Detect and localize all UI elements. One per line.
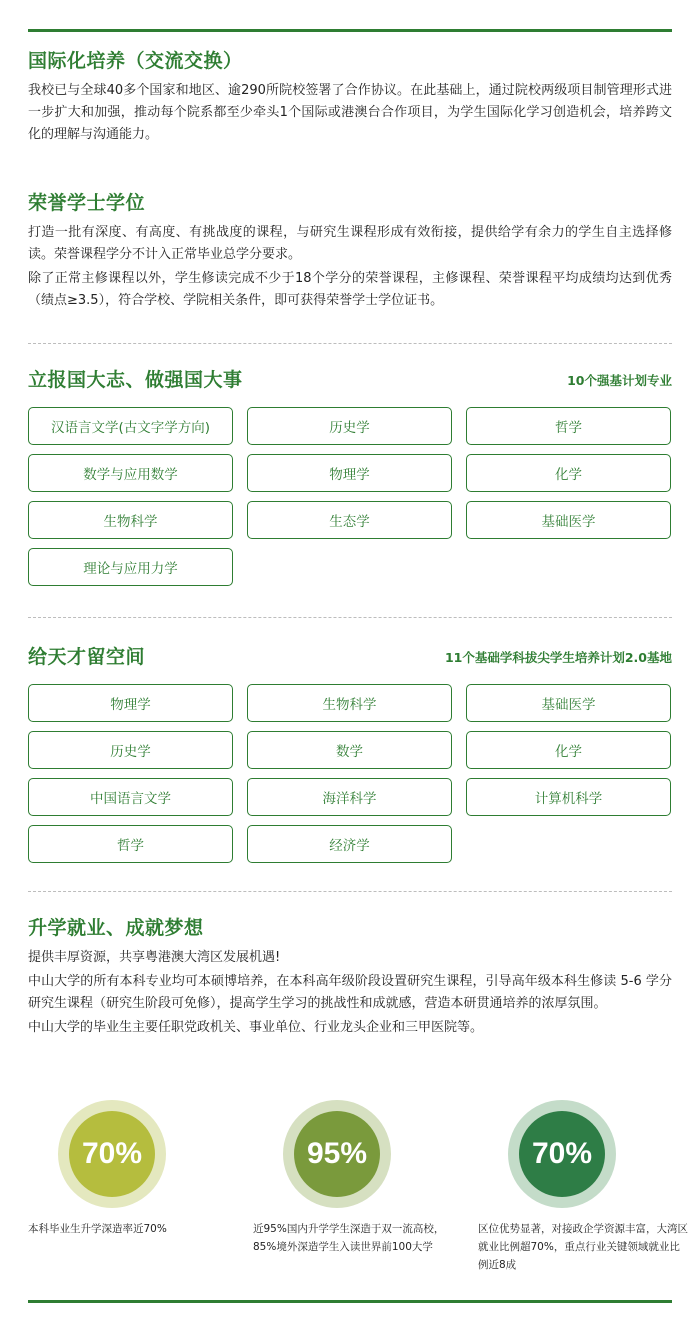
intl-body: 我校已与全球40多个国家和地区、逾290所院校签署了合作协议。在此基础上，通过院校两级项目制管理形式进一步扩大和加强，推动每个院系都至少牵头1个国际或港澳台合作项目，为学生国际化学习创造机会，培养跨文化的理解与沟通能力。: [28, 83, 672, 142]
honors-section: [28, 190, 672, 312]
qiangji-major-grid: [28, 407, 672, 586]
stat-circle: [283, 1100, 391, 1208]
stat-circle: [58, 1100, 166, 1208]
major-pill[interactable]: 汉语言文学(古文字学方向): [28, 407, 233, 445]
major-pill[interactable]: 理论与应用力学: [28, 548, 233, 586]
divider: [28, 617, 672, 618]
stat-circle: [508, 1100, 616, 1208]
major-pill[interactable]: 生物科学: [28, 501, 233, 539]
major-pill[interactable]: 海洋科学: [247, 778, 452, 816]
stat-item: [253, 1100, 468, 1256]
top-rule: [28, 29, 672, 32]
major-pill[interactable]: 物理学: [247, 454, 452, 492]
qiangji-title: 立报国大志、做强国大事: [28, 369, 243, 391]
stats-row: [28, 1100, 688, 1271]
major-pill[interactable]: 历史学: [28, 731, 233, 769]
major-pill[interactable]: 物理学: [28, 684, 233, 722]
talent-note: 11个基础学科拔尖学生培养计划2.0基地: [444, 650, 672, 665]
major-pill[interactable]: 经济学: [247, 825, 452, 863]
talent-major-grid: [28, 684, 672, 863]
stat-value: 70%: [519, 1111, 605, 1197]
major-pill[interactable]: 数学与应用数学: [28, 454, 233, 492]
divider: [28, 343, 672, 344]
intl-section: [28, 48, 672, 146]
honors-title: 荣誉学士学位: [28, 192, 146, 214]
honors-paragraph-1: 打造一批有深度、有高度、有挑战度的课程，与研究生课程形成有效衔接，提供给学有余力的学生自主选择修读。荣誉课程学分不计入正常毕业总学分要求。: [28, 225, 672, 262]
major-pill[interactable]: 生物科学: [247, 684, 452, 722]
talent-section: [28, 644, 672, 863]
career-paragraph-3: 中山大学的毕业生主要任职党政机关、事业单位、行业龙头企业和三甲医院等。: [28, 1020, 484, 1035]
stat-item: [28, 1100, 243, 1238]
stat-caption: 区位优势显著，对接政企学资源丰富，大湾区就业比例超70%，重点行业关键领域就业比例近8成: [478, 1223, 688, 1271]
talent-title: 给天才留空间: [28, 646, 146, 668]
career-paragraph-1: 提供丰厚资源，共享粤港澳大湾区发展机遇!: [28, 950, 281, 965]
honors-paragraph-2: 除了正常主修课程以外，学生修读完成不少于18个学分的荣誉课程，主修课程、荣誉课程平均成绩均达到优秀（绩点≥3.5），符合学校、学院相关条件，即可获得荣誉学士学位证书。: [28, 271, 672, 308]
major-pill[interactable]: 生态学: [247, 501, 452, 539]
stat-item: [478, 1100, 693, 1274]
major-pill[interactable]: 计算机科学: [466, 778, 671, 816]
career-paragraph-2: 中山大学的所有本科专业均可本硕博培养，在本科高年级阶段设置研究生课程，引导高年级本科生修读 5-6 学分研究生课程（研究生阶段可免修），提高学生学习的挑战性和成就感，营造本研贯通培养的浓厚氛围。: [28, 974, 672, 1011]
major-pill[interactable]: 基础医学: [466, 684, 671, 722]
major-pill[interactable]: 基础医学: [466, 501, 671, 539]
qiangji-section: [28, 367, 672, 586]
major-pill[interactable]: 数学: [247, 731, 452, 769]
stat-value: 70%: [69, 1111, 155, 1197]
stat-caption: 本科毕业生升学深造率近70%: [28, 1223, 167, 1235]
major-pill[interactable]: 化学: [466, 454, 671, 492]
stat-value: 95%: [294, 1111, 380, 1197]
intl-title: 国际化培养（交流交换）: [28, 50, 243, 72]
divider: [28, 891, 672, 892]
major-pill[interactable]: 中国语言文学: [28, 778, 233, 816]
major-pill[interactable]: 化学: [466, 731, 671, 769]
major-pill[interactable]: 哲学: [28, 825, 233, 863]
major-pill[interactable]: 哲学: [466, 407, 671, 445]
major-pill[interactable]: 历史学: [247, 407, 452, 445]
stat-caption: 近95%国内升学学生深造于双一流高校，85%境外深造学生入读世界前100大学: [253, 1223, 445, 1253]
bottom-rule: [28, 1300, 672, 1303]
career-title: 升学就业、成就梦想: [28, 917, 204, 939]
career-section: [28, 915, 672, 1039]
qiangji-note: 10个强基计划专业: [567, 373, 672, 388]
